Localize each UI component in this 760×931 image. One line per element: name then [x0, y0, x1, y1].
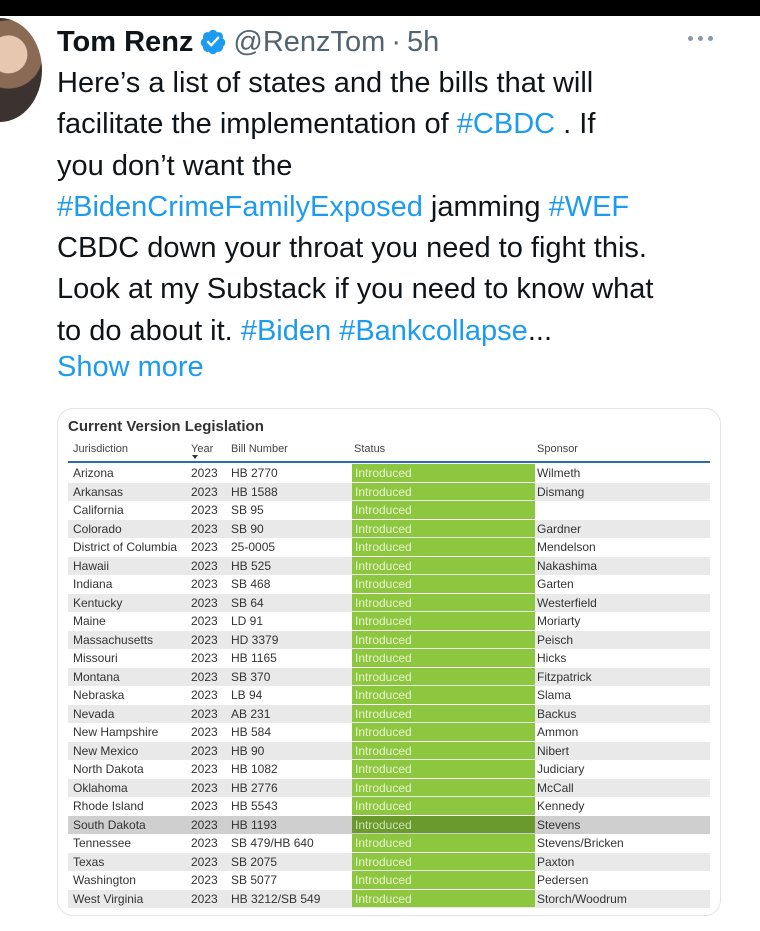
status-label: Introduced	[355, 780, 412, 795]
status-label: Introduced	[355, 688, 412, 702]
table-row[interactable]	[68, 760, 710, 779]
column-header-year[interactable]: Year	[191, 443, 214, 455]
status-label: Introduced	[355, 725, 412, 739]
table-row[interactable]	[68, 705, 710, 724]
column-header-status[interactable]: Status	[354, 443, 386, 455]
dot-icon	[708, 36, 713, 41]
status-label: Introduced	[355, 762, 412, 776]
table-row[interactable]	[68, 538, 710, 557]
jurisdiction-cell: Kentucky	[73, 595, 123, 610]
tweet-line	[57, 63, 747, 104]
sponsor-cell: Stevens	[537, 817, 581, 832]
bill-number-cell: HB 525	[231, 558, 272, 573]
sponsor-cell: McCall	[537, 780, 574, 795]
status-cell	[352, 575, 535, 593]
tweet-line	[57, 187, 747, 228]
author-handle[interactable]: @RenzTom	[233, 25, 386, 58]
bill-number-cell: AB 231	[231, 706, 271, 721]
tweet-text-segment: CBDC down your throat you need to fight this.	[57, 232, 647, 265]
status-label: Introduced	[355, 817, 412, 832]
table-row[interactable]	[68, 890, 710, 909]
table-row[interactable]	[68, 834, 710, 853]
column-header-sponsor[interactable]: Sponsor	[537, 443, 578, 455]
jurisdiction-cell: Nebraska	[73, 688, 125, 702]
sponsor-cell: Paxton	[537, 854, 575, 869]
bill-number-cell: HB 2776	[231, 780, 278, 795]
year-cell: 2023	[191, 873, 218, 887]
year-cell: 2023	[191, 632, 218, 647]
bill-number-cell: LD 91	[231, 614, 264, 628]
status-cell	[352, 853, 535, 871]
status-label: Introduced	[355, 836, 412, 850]
jurisdiction-cell: Missouri	[73, 651, 118, 665]
tweet-text-segment: jamming	[422, 190, 549, 223]
year-cell: 2023	[191, 484, 218, 499]
tweet-text-segment: Here’s a list of states and the bills that will	[57, 67, 594, 99]
year-cell: 2023	[191, 577, 218, 591]
dot-icon	[698, 36, 703, 41]
jurisdiction-cell: Montana	[73, 669, 120, 684]
attached-image[interactable]	[57, 408, 721, 916]
status-label: Introduced	[355, 466, 412, 480]
year-cell: 2023	[191, 854, 218, 869]
bill-number-cell: HB 5543	[231, 799, 278, 813]
table-row[interactable]	[68, 520, 710, 539]
status-cell	[352, 705, 535, 723]
status-cell	[352, 649, 535, 667]
status-cell	[352, 668, 535, 686]
status-cell	[352, 594, 535, 612]
sponsor-cell: Kennedy	[537, 799, 585, 813]
status-bar	[0, 0, 760, 16]
status-label: Introduced	[355, 891, 412, 906]
sponsor-cell: Gardner	[537, 521, 582, 536]
show-more-link[interactable]: Show more	[57, 351, 204, 383]
jurisdiction-cell: Tennessee	[73, 836, 132, 850]
hashtag-link[interactable]: #WEF	[548, 190, 630, 223]
year-cell: 2023	[191, 725, 218, 739]
sponsor-cell: Westerfield	[537, 595, 597, 610]
status-label: Introduced	[355, 743, 412, 758]
jurisdiction-cell: South Dakota	[73, 817, 146, 832]
status-label: Introduced	[355, 614, 412, 628]
year-cell: 2023	[191, 743, 218, 758]
year-cell: 2023	[191, 503, 218, 517]
bill-number-cell: HB 90	[231, 743, 265, 758]
status-label: Introduced	[355, 558, 412, 573]
sort-down-icon	[192, 455, 198, 459]
sponsor-cell: Pedersen	[537, 873, 589, 887]
status-cell	[352, 612, 535, 630]
bill-number-cell: SB 90	[231, 521, 264, 536]
status-label: Introduced	[355, 632, 412, 647]
table-row[interactable]	[68, 797, 710, 816]
bill-number-cell: SB 468	[231, 577, 271, 591]
sponsor-cell: Moriarty	[537, 614, 581, 628]
table-row[interactable]	[68, 649, 710, 668]
tweet-line	[57, 104, 747, 145]
jurisdiction-cell: Hawaii	[73, 558, 110, 573]
table-row[interactable]	[68, 483, 710, 502]
status-cell	[352, 723, 535, 741]
sponsor-cell: Backus	[537, 706, 577, 721]
table-row[interactable]	[68, 816, 710, 835]
status-label: Introduced	[355, 854, 412, 869]
bill-number-cell: SB 95	[231, 503, 264, 517]
jurisdiction-cell: Colorado	[73, 521, 122, 536]
more-options-icon[interactable]	[688, 28, 720, 48]
year-cell: 2023	[191, 614, 218, 628]
hashtag-link[interactable]: #BidenCrimeFamilyExposed	[57, 190, 423, 223]
year-cell: 2023	[191, 466, 218, 480]
sponsor-cell: Wilmeth	[537, 466, 581, 480]
table-row[interactable]	[68, 686, 710, 705]
jurisdiction-cell: Oklahoma	[73, 780, 128, 795]
tweet-line	[57, 269, 747, 310]
bill-number-cell: HB 584	[231, 725, 272, 739]
bill-number-cell: HB 1165	[231, 651, 277, 665]
tweet-text	[57, 63, 747, 352]
jurisdiction-cell: North Dakota	[73, 762, 144, 776]
table-body	[68, 464, 710, 908]
bill-number-cell: SB 2075	[231, 854, 278, 869]
status-cell	[352, 557, 535, 575]
year-cell: 2023	[191, 762, 218, 776]
sponsor-cell: Judiciary	[537, 762, 585, 776]
status-cell	[352, 501, 535, 519]
status-label: Introduced	[355, 503, 412, 517]
status-cell	[352, 797, 535, 815]
table-row[interactable]	[68, 501, 710, 520]
jurisdiction-cell: Maine	[73, 614, 106, 628]
status-cell	[352, 686, 535, 704]
table-row[interactable]	[68, 575, 710, 594]
status-cell	[352, 483, 535, 501]
bill-number-cell: HD 3379	[231, 632, 279, 647]
bill-number-cell: LB 94	[231, 688, 263, 702]
status-label: Introduced	[355, 651, 412, 665]
jurisdiction-cell: Indiana	[73, 577, 113, 591]
year-cell: 2023	[191, 540, 218, 554]
table-row[interactable]	[68, 742, 710, 761]
status-cell	[352, 464, 535, 482]
status-cell	[352, 816, 535, 834]
status-label: Introduced	[355, 595, 412, 610]
timestamp[interactable]: 5h	[407, 25, 440, 58]
jurisdiction-cell: California	[73, 503, 124, 517]
sponsor-cell: Garten	[537, 577, 574, 591]
jurisdiction-cell: Rhode Island	[73, 799, 144, 813]
year-cell: 2023	[191, 651, 218, 665]
column-header-bill-number[interactable]: Bill Number	[231, 443, 288, 455]
bill-number-cell: SB 5077	[231, 873, 278, 887]
status-cell	[352, 890, 535, 908]
status-label: Introduced	[355, 521, 412, 536]
status-cell	[352, 520, 535, 538]
dot-icon	[688, 36, 693, 41]
verified-badge-icon	[199, 28, 227, 56]
sponsor-cell: Fitzpatrick	[537, 669, 592, 684]
header-rule	[68, 461, 710, 463]
status-label: Introduced	[355, 873, 412, 887]
table-row[interactable]	[68, 871, 710, 890]
tweet-text-segment	[331, 315, 339, 347]
tweet-text-segment: Look at my Substack if you need to know what	[57, 273, 654, 306]
jurisdiction-cell: New Hampshire	[73, 725, 159, 739]
tweet-line	[57, 146, 747, 187]
sponsor-cell: Dismang	[537, 484, 585, 499]
status-cell	[352, 538, 535, 556]
avatar[interactable]	[0, 18, 42, 122]
status-cell	[352, 760, 535, 778]
hashtag-link[interactable]: #Bankcollapse	[339, 314, 528, 347]
table-row[interactable]	[68, 557, 710, 576]
status-label: Introduced	[355, 577, 412, 591]
table-row[interactable]	[68, 612, 710, 631]
tweet-line	[57, 311, 747, 352]
sponsor-cell: Storch/Woodrum	[537, 891, 627, 906]
table-row[interactable]	[68, 723, 710, 742]
status-label: Introduced	[355, 669, 412, 684]
jurisdiction-cell: Texas	[73, 854, 105, 869]
table-title: Current Version Legislation	[68, 418, 264, 435]
jurisdiction-cell: District of Columbia	[73, 540, 178, 554]
year-cell: 2023	[191, 836, 218, 850]
bill-number-cell: SB 479/HB 640	[231, 836, 314, 850]
status-label: Introduced	[355, 706, 412, 721]
year-cell: 2023	[191, 817, 218, 832]
sponsor-cell: Hicks	[537, 651, 567, 665]
tweet-text-segment: you don’t want the	[57, 149, 293, 182]
hashtag-link[interactable]: #CBDC	[456, 108, 556, 141]
year-cell: 2023	[191, 669, 218, 684]
jurisdiction-cell: West Virginia	[73, 891, 144, 906]
tweet-text-segment: to do about it.	[57, 314, 241, 347]
table-row[interactable]	[68, 594, 710, 613]
year-cell: 2023	[191, 521, 218, 536]
bill-number-cell: HB 3212/SB 549	[231, 891, 321, 906]
year-cell: 2023	[191, 891, 218, 906]
sponsor-cell: Stevens/Bricken	[537, 836, 624, 850]
table-row[interactable]	[68, 464, 710, 483]
sponsor-cell: Ammon	[537, 725, 579, 739]
jurisdiction-cell: Nevada	[73, 706, 115, 721]
status-cell	[352, 834, 535, 852]
jurisdiction-cell: Arizona	[73, 466, 114, 480]
jurisdiction-cell: Massachusetts	[73, 632, 154, 647]
author-name[interactable]: Tom Renz	[57, 25, 194, 58]
bill-number-cell: SB 64	[231, 595, 264, 610]
bill-number-cell: SB 370	[231, 669, 271, 684]
bill-number-cell: HB 1082	[231, 762, 278, 776]
tweet-text-segment: . If	[555, 108, 596, 141]
jurisdiction-cell: Washington	[73, 873, 136, 887]
year-cell: 2023	[191, 595, 218, 610]
table-row[interactable]	[68, 853, 710, 872]
tweet-text-segment: facilitate the implementation of	[57, 108, 457, 141]
year-cell: 2023	[191, 780, 218, 795]
sponsor-cell: Nakashima	[537, 558, 598, 573]
bill-number-cell: 25-0005	[231, 540, 276, 554]
status-cell	[352, 779, 535, 797]
status-label: Introduced	[355, 484, 412, 499]
separator-dot: ·	[391, 25, 402, 58]
table-row[interactable]	[68, 779, 710, 798]
jurisdiction-cell: New Mexico	[73, 743, 139, 758]
hashtag-link[interactable]: #Biden	[240, 314, 332, 347]
status-cell	[352, 742, 535, 760]
table-row[interactable]	[68, 631, 710, 650]
bill-number-cell: HB 1193	[231, 817, 277, 832]
table-row[interactable]	[68, 668, 710, 687]
status-cell	[352, 871, 535, 889]
tweet-line	[57, 228, 747, 269]
jurisdiction-cell: Arkansas	[73, 484, 124, 499]
status-cell	[352, 631, 535, 649]
year-cell: 2023	[191, 558, 218, 573]
sponsor-cell: Mendelson	[537, 540, 596, 554]
sponsor-cell: Peisch	[537, 632, 574, 647]
tweet-text-segment: ...	[527, 314, 552, 347]
column-header-jurisdiction[interactable]: Jurisdiction	[73, 443, 129, 455]
bill-number-cell: HB 2770	[231, 466, 278, 480]
sponsor-cell: Nibert	[537, 743, 570, 758]
status-label: Introduced	[355, 540, 412, 554]
tweet-header	[57, 22, 439, 62]
year-cell: 2023	[191, 799, 218, 813]
sponsor-cell: Slama	[537, 688, 572, 702]
year-cell: 2023	[191, 688, 218, 702]
year-cell: 2023	[191, 706, 218, 721]
status-label: Introduced	[355, 799, 412, 813]
bill-number-cell: HB 1588	[231, 484, 278, 499]
